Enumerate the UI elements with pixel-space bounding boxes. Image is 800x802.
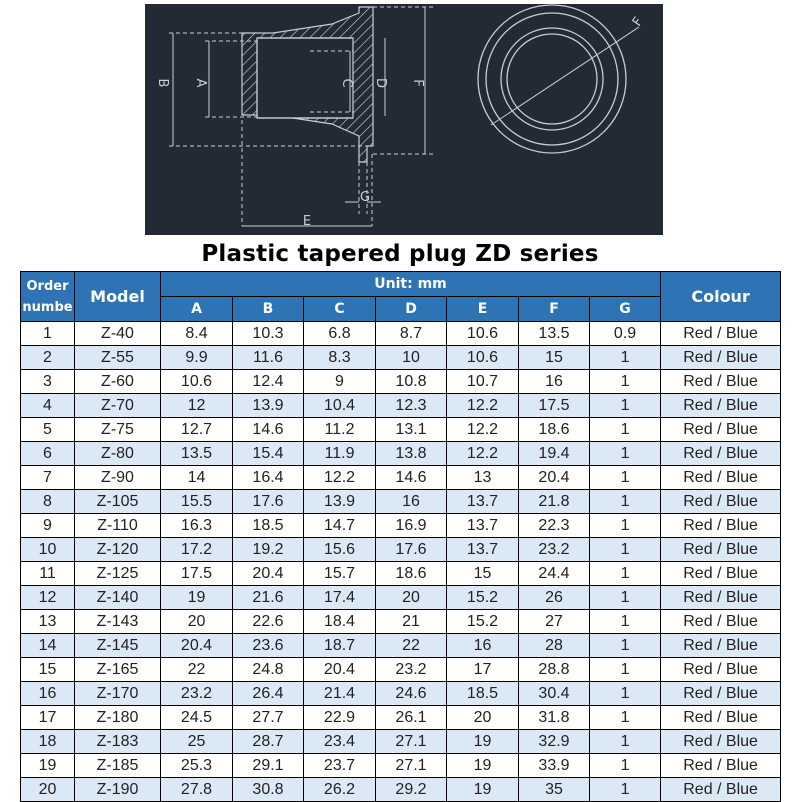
dim-f-cell: 27 <box>519 610 590 634</box>
dim-a-cell: 25.3 <box>161 754 233 778</box>
dim-a-cell: 12.7 <box>161 418 233 442</box>
unit-header: Unit: mm <box>161 272 661 297</box>
dim-b-cell: 10.3 <box>233 322 304 346</box>
model-cell: Z-75 <box>75 418 161 442</box>
dim-c-cell: 15.6 <box>304 538 376 562</box>
dim-g-cell: 1 <box>590 778 661 802</box>
model-cell: Z-165 <box>75 658 161 682</box>
dim-a-cell: 27.8 <box>161 778 233 802</box>
dim-f-cell: 31.8 <box>519 706 590 730</box>
dim-d-cell: 13.1 <box>376 418 447 442</box>
table-row <box>21 730 781 754</box>
dim-f-cell: 32.9 <box>519 730 590 754</box>
order-number-cell: 1 <box>21 322 75 346</box>
order-number-cell: 17 <box>21 706 75 730</box>
order-number-cell: 19 <box>21 754 75 778</box>
dim-a-cell: 17.2 <box>161 538 233 562</box>
model-cell: Z-180 <box>75 706 161 730</box>
model-cell: Z-40 <box>75 322 161 346</box>
model-cell: Z-143 <box>75 610 161 634</box>
dim-a-cell: 22 <box>161 658 233 682</box>
colour-cell: Red / Blue <box>661 562 781 586</box>
dim-e-cell: 17 <box>447 658 519 682</box>
order-number-cell: 14 <box>21 634 75 658</box>
dim-b-cell: 15.4 <box>233 442 304 466</box>
front-view <box>478 5 639 153</box>
dim-g-cell: 1 <box>590 466 661 490</box>
dim-e-cell: 19 <box>447 730 519 754</box>
table-row <box>21 706 781 730</box>
table-row <box>21 418 781 442</box>
order-number-cell: 12 <box>21 586 75 610</box>
dim-label-d: D <box>373 77 388 89</box>
colour-cell: Red / Blue <box>661 634 781 658</box>
colour-cell: Red / Blue <box>661 490 781 514</box>
dim-b-cell: 18.5 <box>233 514 304 538</box>
dim-d-cell: 18.6 <box>376 562 447 586</box>
dim-a-cell: 15.5 <box>161 490 233 514</box>
dim-g-cell: 1 <box>590 346 661 370</box>
dim-e-cell: 13.7 <box>447 514 519 538</box>
dim-b-cell: 20.4 <box>233 562 304 586</box>
dim-e-cell: 13.7 <box>447 490 519 514</box>
dim-a-cell: 20.4 <box>161 634 233 658</box>
dim-f-cell: 17.5 <box>519 394 590 418</box>
dim-c-cell: 26.2 <box>304 778 376 802</box>
dim-e-cell: 15.2 <box>447 610 519 634</box>
model-cell: Z-185 <box>75 754 161 778</box>
spec-table <box>20 271 781 802</box>
dim-f-cell: 28 <box>519 634 590 658</box>
order-number-cell: 8 <box>21 490 75 514</box>
dim-c-cell: 22.9 <box>304 706 376 730</box>
dim-e-cell: 10.6 <box>447 346 519 370</box>
dim-d-cell: 12.3 <box>376 394 447 418</box>
dim-b-cell: 30.8 <box>233 778 304 802</box>
order-number-cell: 10 <box>21 538 75 562</box>
dim-d-cell: 16.9 <box>376 514 447 538</box>
dim-d-cell: 10 <box>376 346 447 370</box>
dim-header-g: G <box>590 297 661 322</box>
dim-e-cell: 12.2 <box>447 394 519 418</box>
technical-drawing-panel <box>145 4 663 235</box>
dim-c-cell: 18.4 <box>304 610 376 634</box>
dim-c-cell: 9 <box>304 370 376 394</box>
dim-b-cell: 27.7 <box>233 706 304 730</box>
dim-g-cell: 1 <box>590 394 661 418</box>
order-number-cell: 15 <box>21 658 75 682</box>
dim-header-c: C <box>304 297 376 322</box>
colour-cell: Red / Blue <box>661 394 781 418</box>
dim-b-cell: 11.6 <box>233 346 304 370</box>
dim-c-cell: 13.9 <box>304 490 376 514</box>
dim-e-cell: 18.5 <box>447 682 519 706</box>
dim-d-cell: 24.6 <box>376 682 447 706</box>
table-row <box>21 490 781 514</box>
table-row <box>21 346 781 370</box>
dim-e-cell: 13 <box>447 466 519 490</box>
dim-d-cell: 10.8 <box>376 370 447 394</box>
colour-cell: Red / Blue <box>661 370 781 394</box>
table-row <box>21 466 781 490</box>
dim-g-cell: 1 <box>590 514 661 538</box>
table-row <box>21 754 781 778</box>
dim-f-cell: 21.8 <box>519 490 590 514</box>
dim-d-cell: 14.6 <box>376 466 447 490</box>
dim-label-f-side: F <box>410 79 425 87</box>
colour-cell: Red / Blue <box>661 538 781 562</box>
dim-g-cell: 1 <box>590 442 661 466</box>
dim-g-cell: 1 <box>590 754 661 778</box>
dim-a-cell: 16.3 <box>161 514 233 538</box>
colour-cell: Red / Blue <box>661 586 781 610</box>
dim-b-cell: 23.6 <box>233 634 304 658</box>
dim-label-b: B <box>155 78 170 88</box>
dim-a-cell: 12 <box>161 394 233 418</box>
table-row <box>21 634 781 658</box>
dim-e-cell: 10.7 <box>447 370 519 394</box>
side-view <box>169 7 435 226</box>
dim-c-cell: 14.7 <box>304 514 376 538</box>
order-number-cell: 11 <box>21 562 75 586</box>
dim-a-cell: 9.9 <box>161 346 233 370</box>
colour-cell: Red / Blue <box>661 754 781 778</box>
dim-a-cell: 13.5 <box>161 442 233 466</box>
dim-d-cell: 20 <box>376 586 447 610</box>
dim-f-cell: 28.8 <box>519 658 590 682</box>
dim-b-cell: 19.2 <box>233 538 304 562</box>
dim-b-cell: 12.4 <box>233 370 304 394</box>
order-number-header <box>21 272 75 322</box>
dim-d-cell: 8.7 <box>376 322 447 346</box>
dim-c-cell: 20.4 <box>304 658 376 682</box>
dim-c-cell: 11.2 <box>304 418 376 442</box>
dim-c-cell: 11.9 <box>304 442 376 466</box>
dim-c-cell: 8.3 <box>304 346 376 370</box>
model-cell: Z-183 <box>75 730 161 754</box>
dim-g-cell: 1 <box>590 586 661 610</box>
dim-g-cell: 1 <box>590 610 661 634</box>
model-cell: Z-190 <box>75 778 161 802</box>
dim-b-cell: 28.7 <box>233 730 304 754</box>
model-cell: Z-120 <box>75 538 161 562</box>
dim-c-cell: 21.4 <box>304 682 376 706</box>
dim-f-cell: 30.4 <box>519 682 590 706</box>
dim-header-e: E <box>447 297 519 322</box>
dim-f-cell: 15 <box>519 346 590 370</box>
dim-label-a: A <box>193 78 208 88</box>
dim-g-cell: 1 <box>590 418 661 442</box>
dim-e-cell: 16 <box>447 634 519 658</box>
table-row <box>21 562 781 586</box>
order-number-cell: 5 <box>21 418 75 442</box>
dim-g-cell: 1 <box>590 658 661 682</box>
dim-d-cell: 13.8 <box>376 442 447 466</box>
model-cell: Z-110 <box>75 514 161 538</box>
dim-g-cell: 1 <box>590 634 661 658</box>
dim-f-cell: 24.4 <box>519 562 590 586</box>
dim-a-cell: 25 <box>161 730 233 754</box>
dim-a-cell: 20 <box>161 610 233 634</box>
dim-b-cell: 21.6 <box>233 586 304 610</box>
dim-f-cell: 22.3 <box>519 514 590 538</box>
dim-a-cell: 24.5 <box>161 706 233 730</box>
dim-g-cell: 1 <box>590 706 661 730</box>
colour-cell: Red / Blue <box>661 442 781 466</box>
dim-b-cell: 14.6 <box>233 418 304 442</box>
table-header <box>21 272 781 322</box>
order-number-cell: 2 <box>21 346 75 370</box>
dim-d-cell: 29.2 <box>376 778 447 802</box>
order-number-cell: 18 <box>21 730 75 754</box>
model-cell: Z-145 <box>75 634 161 658</box>
dim-c-cell: 18.7 <box>304 634 376 658</box>
dim-e-cell: 19 <box>447 778 519 802</box>
dim-f-cell: 26 <box>519 586 590 610</box>
table-row <box>21 370 781 394</box>
dim-f-cell: 20.4 <box>519 466 590 490</box>
page-title-bar <box>20 237 780 271</box>
dim-g-cell: 1 <box>590 682 661 706</box>
dim-e-cell: 13.7 <box>447 538 519 562</box>
dim-g-cell: 1 <box>590 490 661 514</box>
dim-f-cell: 16 <box>519 370 590 394</box>
model-cell: Z-170 <box>75 682 161 706</box>
model-cell: Z-70 <box>75 394 161 418</box>
dim-header-d: D <box>376 297 447 322</box>
colour-header: Colour <box>661 272 781 322</box>
dim-f-cell: 33.9 <box>519 754 590 778</box>
model-cell: Z-55 <box>75 346 161 370</box>
order-header-line1: Order <box>26 278 69 294</box>
dim-header-f: F <box>519 297 590 322</box>
dim-label-g: G <box>359 190 371 205</box>
dim-g-cell: 1 <box>590 538 661 562</box>
dim-c-cell: 10.4 <box>304 394 376 418</box>
table-row <box>21 394 781 418</box>
dim-b-cell: 22.6 <box>233 610 304 634</box>
dim-a-cell: 14 <box>161 466 233 490</box>
order-number-cell: 20 <box>21 778 75 802</box>
colour-cell: Red / Blue <box>661 514 781 538</box>
dim-e-cell: 12.2 <box>447 418 519 442</box>
table-row <box>21 586 781 610</box>
dim-d-cell: 27.1 <box>376 754 447 778</box>
colour-cell: Red / Blue <box>661 706 781 730</box>
dim-e-cell: 12.2 <box>447 442 519 466</box>
model-cell: Z-90 <box>75 466 161 490</box>
order-number-cell: 7 <box>21 466 75 490</box>
dim-d-cell: 17.6 <box>376 538 447 562</box>
model-cell: Z-125 <box>75 562 161 586</box>
dim-f-cell: 18.6 <box>519 418 590 442</box>
plug-inner-cavity <box>257 38 353 118</box>
table-row <box>21 778 781 802</box>
dim-d-cell: 16 <box>376 490 447 514</box>
model-cell: Z-140 <box>75 586 161 610</box>
plug-technical-drawing <box>145 4 663 235</box>
dim-a-cell: 8.4 <box>161 322 233 346</box>
order-number-cell: 16 <box>21 682 75 706</box>
colour-cell: Red / Blue <box>661 322 781 346</box>
dim-a-cell: 19 <box>161 586 233 610</box>
dim-b-cell: 16.4 <box>233 466 304 490</box>
model-cell: Z-80 <box>75 442 161 466</box>
dim-f-cell: 23.2 <box>519 538 590 562</box>
table-row <box>21 682 781 706</box>
model-cell: Z-60 <box>75 370 161 394</box>
dim-c-cell: 23.4 <box>304 730 376 754</box>
dim-d-cell: 21 <box>376 610 447 634</box>
dim-label-c: C <box>339 78 354 88</box>
table-row <box>21 514 781 538</box>
order-number-cell: 9 <box>21 514 75 538</box>
dim-e-cell: 20 <box>447 706 519 730</box>
dim-b-cell: 29.1 <box>233 754 304 778</box>
dim-e-cell: 19 <box>447 754 519 778</box>
colour-cell: Red / Blue <box>661 682 781 706</box>
colour-cell: Red / Blue <box>661 610 781 634</box>
colour-cell: Red / Blue <box>661 730 781 754</box>
order-number-cell: 3 <box>21 370 75 394</box>
dim-label-e: E <box>302 214 312 229</box>
dim-a-cell: 17.5 <box>161 562 233 586</box>
dim-header-b: B <box>233 297 304 322</box>
colour-cell: Red / Blue <box>661 658 781 682</box>
dim-g-cell: 1 <box>590 370 661 394</box>
page-title: Plastic tapered plug ZD series <box>201 241 599 267</box>
dim-label-f-circle: F <box>629 14 647 30</box>
order-number-cell: 4 <box>21 394 75 418</box>
colour-cell: Red / Blue <box>661 466 781 490</box>
dim-e-cell: 10.6 <box>447 322 519 346</box>
table-row <box>21 442 781 466</box>
dim-d-cell: 22 <box>376 634 447 658</box>
dim-b-cell: 26.4 <box>233 682 304 706</box>
order-number-cell: 13 <box>21 610 75 634</box>
order-header-line2: numbe <box>22 299 73 315</box>
dim-c-cell: 15.7 <box>304 562 376 586</box>
table-row <box>21 610 781 634</box>
model-header: Model <box>75 272 161 322</box>
dim-c-cell: 23.7 <box>304 754 376 778</box>
dim-c-cell: 6.8 <box>304 322 376 346</box>
dim-a-cell: 10.6 <box>161 370 233 394</box>
table-body <box>21 322 781 802</box>
dim-b-cell: 13.9 <box>233 394 304 418</box>
dim-d-cell: 27.1 <box>376 730 447 754</box>
dim-f-cell: 35 <box>519 778 590 802</box>
dim-e-cell: 15 <box>447 562 519 586</box>
dim-b-cell: 24.8 <box>233 658 304 682</box>
dim-b-cell: 17.6 <box>233 490 304 514</box>
colour-cell: Red / Blue <box>661 346 781 370</box>
table-row <box>21 322 781 346</box>
model-cell: Z-105 <box>75 490 161 514</box>
dim-header-a: A <box>161 297 233 322</box>
colour-cell: Red / Blue <box>661 778 781 802</box>
dim-g-cell: 1 <box>590 562 661 586</box>
dim-d-cell: 26.1 <box>376 706 447 730</box>
dim-g-cell: 0.9 <box>590 322 661 346</box>
colour-cell: Red / Blue <box>661 418 781 442</box>
dim-a-cell: 23.2 <box>161 682 233 706</box>
dim-e-cell: 15.2 <box>447 586 519 610</box>
dim-d-cell: 23.2 <box>376 658 447 682</box>
dim-c-cell: 12.2 <box>304 466 376 490</box>
dim-f-cell: 13.5 <box>519 322 590 346</box>
order-number-cell: 6 <box>21 442 75 466</box>
dim-g-cell: 1 <box>590 730 661 754</box>
dim-f-cell: 19.4 <box>519 442 590 466</box>
table-row <box>21 658 781 682</box>
table-row <box>21 538 781 562</box>
dim-c-cell: 17.4 <box>304 586 376 610</box>
